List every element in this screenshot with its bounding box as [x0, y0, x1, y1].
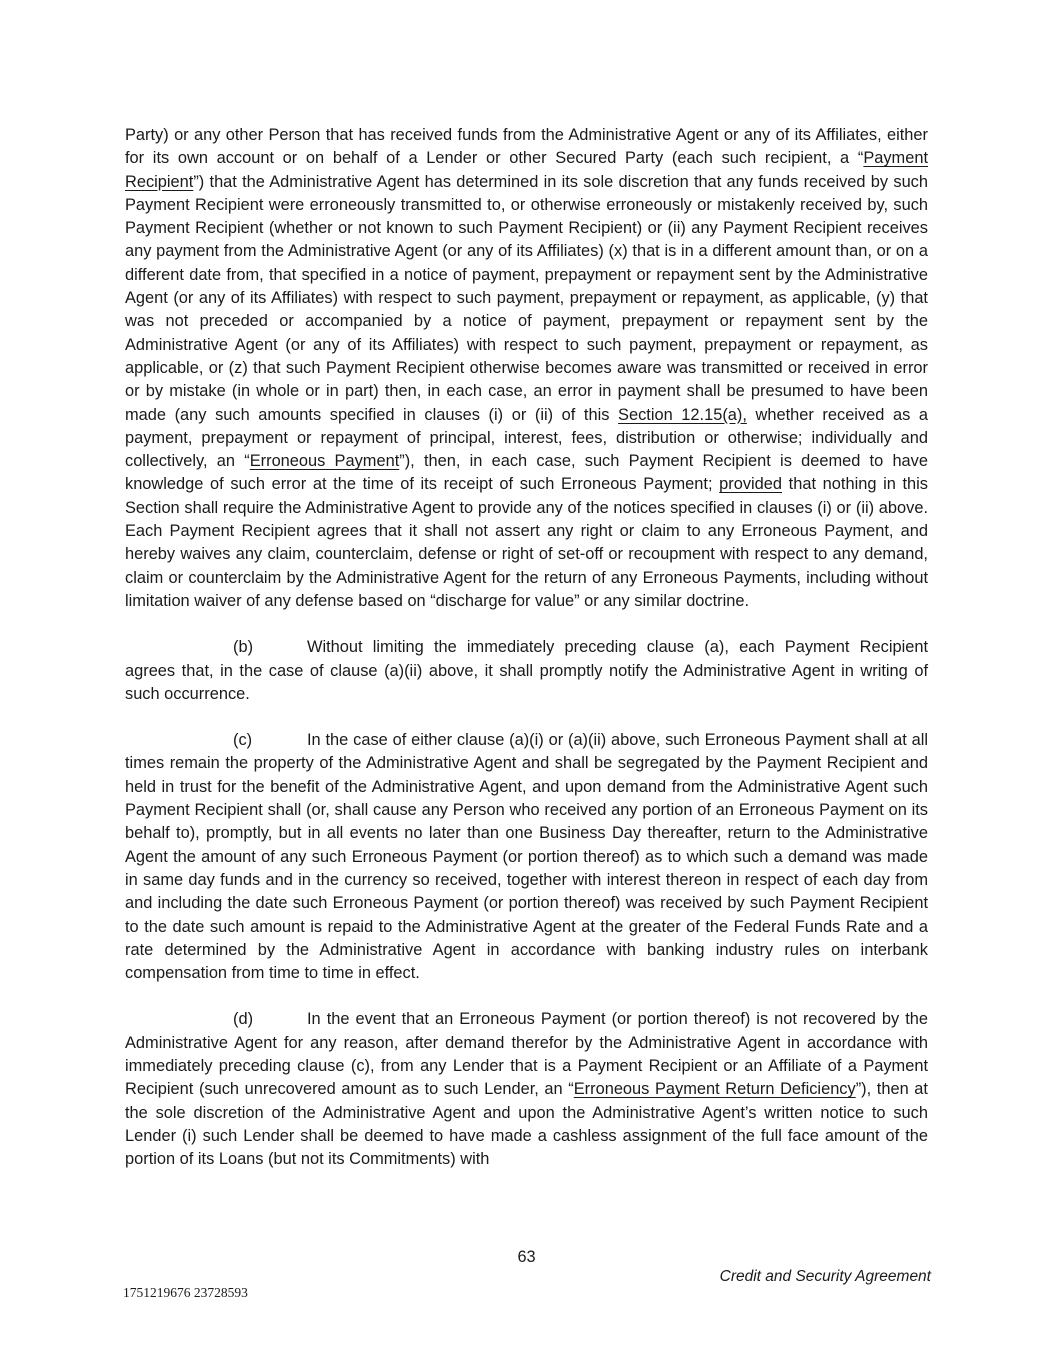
text-segment: that nothing in this Section shall require the Administrative Agent to provide any of the notices specified in clauses (i) or (ii) above. Each Payment Recipient agrees that it shall not assert any right or claim to any Erroneous Payment, and hereby waives any claim, counterclaim, defense or right of set-off or recoupment with respect to any demand, claim or counterclaim by the Administrative Agent for the return of any Erroneous Payments, including without limitation waiver of any defense based on “discharge for value” or any similar doctrine. — [125, 475, 928, 610]
paragraph-c — [125, 729, 928, 985]
text-segment: ”), then at the sole discretion of the Administrative Agent and upon the Administrative Agent’s written notice to such Lender (i) such Lender shall be deemed to have made a cashless assignment of the full face amount of the portion of its Loans (but not its Commitments) with — [125, 1080, 928, 1169]
page-number: 63 — [517, 1248, 536, 1266]
paragraph-d — [125, 1008, 928, 1171]
paragraph-a — [125, 124, 928, 613]
document-id-stamp: 1751219676 23728593 — [123, 1285, 248, 1300]
text-segment: ”) that the Administrative Agent has determined in its sole discretion that any funds received by such Payment Recipient were erroneously transmitted to, or otherwise erroneously or mistakenly received by, such Payment Recipient (whether or not known to such Payment Recipient) or (ii) any Payment Recipient receives any payment from the Administrative Agent (or any of its Affiliates) (x) that is in a different amount than, or on a different date from, that specified in a notice of payment, prepayment or repayment sent by the Administrative Agent (or any of its Affiliates) with respect to such payment, prepayment or repayment, as applicable, (y) that was not preceded or accompanied by a notice of payment, prepayment or repayment sent by the Administrative Agent (or any of its Affiliates) with respect to such payment, prepayment or repayment, as applicable, or (z) that such Payment Recipient otherwise becomes aware was transmitted or received in error or by mistake (in whole or in part) then, in each case, an error in payment shall be presumed to have been made (any such amounts specified in clauses (i) or (ii) of this — [125, 172, 928, 424]
clause-label: (b) — [233, 638, 254, 657]
text-segment: In the case of either clause (a)(i) or (a)(ii) above, such Erroneous Payment shall at all times remain the property of the Administrative Agent and shall be segregated by the Payment Recipient and held in trust for the benefit of the Administrative Agent, and upon demand from the Administrative Agent such Payment Recipient shall (or, shall cause any Person who received any portion of an Erroneous Payment on its behalf to), promptly, but in all events no later than one Business Day thereafter, return to the Administrative Agent the amount of any such Erroneous Payment (or portion thereof) as to which such a demand was made in same day funds and in the currency so received, together with interest thereon in respect of each day from and including the date such Erroneous Payment (or portion thereof) was received by such Payment Recipient to the date such amount is repaid to the Administrative Agent at the greater of the Federal Funds Rate and a rate determined by the Administrative Agent in accordance with banking industry rules on interbank compensation from time to time in effect. — [125, 731, 928, 983]
paragraph-b — [125, 636, 928, 706]
clause-label: (d) — [233, 1010, 254, 1029]
underlined-term-erroneous-payment: Erroneous Payment — [249, 452, 400, 471]
text-segment: Party) or any other Person that has received funds from the Administrative Agent or any of its Affiliates, either for its own account or on behalf of a Lender or other Secured Party (each such recipient, a “ — [125, 126, 928, 168]
document-title-footer: Credit and Security Agreement — [719, 1268, 931, 1285]
clause-label: (c) — [233, 731, 253, 750]
text-segment: whether received as a payment, prepayment or repayment of principal, interest, fees, distribution or otherwise; individually and collectively, an “ — [125, 405, 928, 471]
underlined-term-erroneous-payment-return-deficiency: Erroneous Payment Return Deficiency — [573, 1080, 856, 1099]
text-segment: Without limiting the immediately preceding clause (a), each Payment Recipient agrees that, in the case of clause (a)(ii) above, it shall promptly notify the Administrative Agent in writing of such occurrence. — [125, 638, 928, 703]
text-segment: ”), then, in each case, such Payment Recipient is deemed to have knowledge of such error at the time of its receipt of such Erroneous Payment; — [125, 452, 928, 494]
underlined-term-provided: provided — [719, 475, 783, 494]
underlined-term-payment-recipient: Payment Recipient — [125, 149, 928, 191]
page-body-text — [125, 124, 928, 1194]
underlined-term-section-reference: Section 12.15(a), — [618, 405, 747, 424]
text-segment: In the event that an Erroneous Payment (or portion thereof) is not recovered by the Administrative Agent for any reason, after demand therefor by the Administrative Agent in accordance with immediately preceding clause (c), from any Lender that is a Payment Recipient or an Affiliate of a Payment Recipient (such unrecovered amount as to such Lender, an “ — [125, 1010, 928, 1099]
